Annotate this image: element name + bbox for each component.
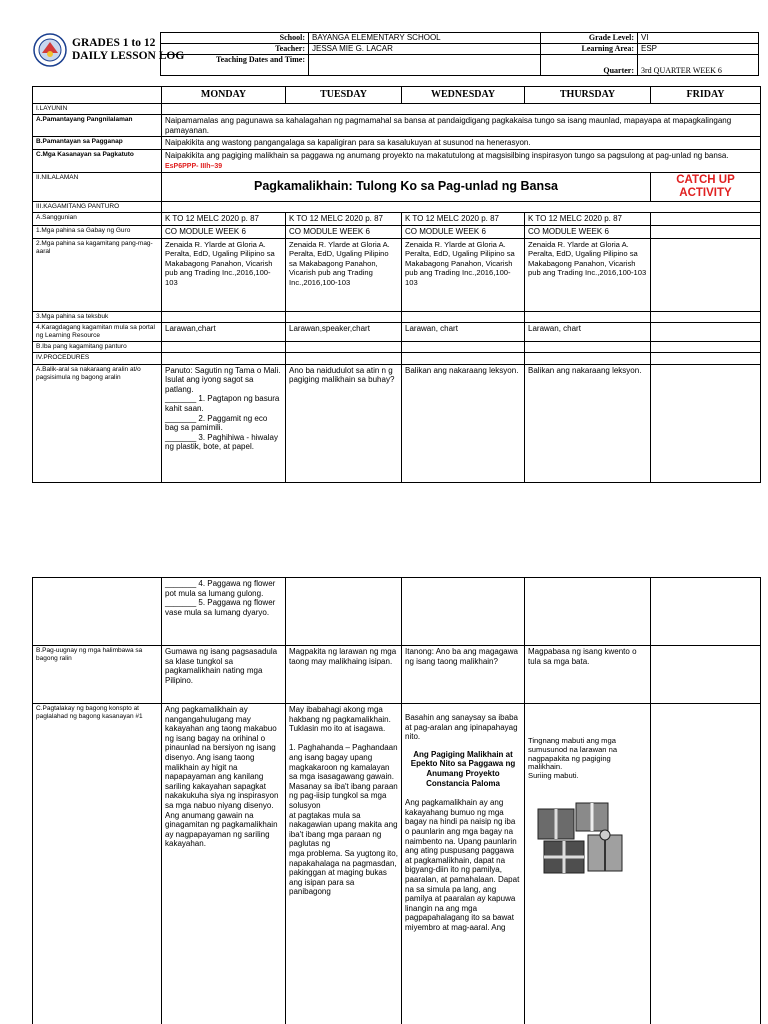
kagamitan-thu: Larawan, chart bbox=[525, 322, 651, 341]
balik-aral-mon: Panuto: Sagutin ng Tama o Mali. Isulat ang iyong sagot sa patlang. _______ 1. Pagtapon ng basura kahit saan. _______ 2. Paggamit ng eco bag sa pamimili. _______ 3. Paghihiwa - hiwalay ng plastik, bote, at papel. bbox=[162, 364, 286, 482]
melc-wed: K TO 12 MELC 2020 p. 87 bbox=[402, 213, 525, 226]
deped-seal-icon bbox=[33, 33, 67, 67]
pag-uugnay-wed: Itanong: Ano ba ang magagawa ng isang taong malikhain? bbox=[402, 646, 525, 704]
learning-area-value: ESP bbox=[638, 44, 759, 55]
header-info-table bbox=[160, 32, 759, 76]
module-thu: CO MODULE WEEK 6 bbox=[525, 225, 651, 238]
lesson-theme: Pagkamalikhain: Tulong Ko sa Pag-unlad ng Bansa bbox=[162, 173, 651, 202]
balik-aral-wed: Balikan ang nakaraang leksyon. bbox=[402, 364, 525, 482]
quarter-label: Quarter: bbox=[541, 55, 638, 76]
grade-level-value: VI bbox=[638, 33, 759, 44]
lesson-table-continued bbox=[32, 577, 761, 1024]
pag-uugnay-thu: Magpabasa ng isang kwento o tula sa mga bata. bbox=[525, 646, 651, 704]
karagdagang-kagamitan-label: 4.Karagdagang kagamitan mula sa portal ng Learning Resource bbox=[33, 322, 162, 341]
pag-uugnay-label: B.Pag-uugnay ng mga halimbawa sa bagong ralin bbox=[33, 646, 162, 704]
catch-up-activity: CATCH UP ACTIVITY bbox=[651, 173, 761, 202]
kasanayan-code: EsP6PPP- IIIh–39 bbox=[165, 162, 223, 170]
school-label: School: bbox=[161, 33, 309, 44]
teaching-dates-value bbox=[309, 55, 541, 76]
sanggunian-label: A.Sanggunian bbox=[33, 213, 162, 226]
layunin-label: I.LAYUNIN bbox=[33, 104, 162, 115]
pagtalakay-wed bbox=[402, 704, 525, 1024]
kasanayan-cell bbox=[162, 149, 761, 172]
teksbuk-label: 3.Mga pahina sa teksbuk bbox=[33, 311, 162, 322]
ref-wed: Zenaida R. Ylarde at Gloria A. Peralta, EdD, Ugaling Pilipino sa Makabagong Panahon, Vicarish pub ang Trading Inc.,2016,100-103 bbox=[402, 238, 525, 311]
essay-title: Ang Pagiging Malikhain at Epekto Nito sa Paggawa ng Anumang Proyekto Constancia Paloma bbox=[410, 749, 516, 788]
lesson-log-page-2 bbox=[0, 577, 768, 1024]
pagtalakay-label: C.Pagtalakay ng bagong konspto at paglalahad ng bagong kasanayan #1 bbox=[33, 704, 162, 1024]
ref-tue: Zenaida R. Ylarde at Gloria A. Peralta, EdD, Ugaling Pilipino sa Makabagong Panahon, Vicarish pub ang Trading Inc.,2016,100-103 bbox=[286, 238, 402, 311]
teacher-value: JESSA MIE G. LACAR bbox=[309, 44, 541, 55]
kasanayan-label: C.Mga Kasanayan sa Pagkatuto bbox=[33, 149, 162, 172]
day-friday: FRIDAY bbox=[651, 87, 761, 104]
pamantayang-pangnilalaman-text: Naipamamalas ang pagunawa sa kahalagahan ng pagmamahal sa bansa at pandaigdigang pagkakaisa tungo sa isang maunlad, mapayapa at mapagkalingang pamayanan. bbox=[162, 115, 761, 137]
day-wednesday: WEDNESDAY bbox=[402, 87, 525, 104]
pagtalakay-tue: May ibabahagi akong mga hakbang ng pagkamalikhain. Tuklasin mo ito at isagawa. 1. Paghahanda – Paghandaan ang isang bagay upang magkakaroon ng kamalayan sa mga isasagawang gawain. Masanay sa iba't ibang paraan ng pag-iisip tungkol sa mga solusyon at pagtakas mula sa nakagawian upang makita ang iba't ibang mga paraan ng paglutas ng mga problema. Sa yugtong ito, napakahalaga na pagmasdan, pakinggan at maging bukas ang isipan para sa panibagong bbox=[286, 704, 402, 1024]
kasanayan-text: Naipakikita ang pagiging malikhain sa paggawa ng anumang proyekto na makatutulong at magsisilbing inspirasyon tungo sa pagsulong at pag-unlad ng bansa. bbox=[165, 150, 729, 160]
learning-area-label: Learning Area: bbox=[541, 44, 638, 55]
pagtalakay-thu-text: Tingnang mabuti ang mga sumusunod na larawan na nagpapakita ng pagiging malikhain. Suriing mabuti. bbox=[528, 736, 618, 781]
procedures-label: IV.PROCEDURES bbox=[33, 353, 162, 364]
essay-body: Ang pagkamalikhain ay ang kakayahang bumuo ng mga bagay na hindi pa naisip ng iba o paunlarin ang mga bagay na naimbento na. Upang paunlarin ang ating puspusang paggawa at pagkamalikhain, dapat na bigyang-diin ito ng pamilya, paaralan, at pamahalaan. Dapat na sa simula pa lang, ang pamilya at paaralan ay kapuwa linangin na ang mga pagpapahalagang ito sa bawat miyembro at mag-aaral. Ang bbox=[405, 798, 520, 932]
gift-boxes-image bbox=[530, 789, 630, 889]
teacher-label: Teacher: bbox=[161, 44, 309, 55]
kagamitang-panturo-label: III.KAGAMITANG PANTURO bbox=[33, 202, 162, 213]
teaching-dates-label: Teaching Dates and Time: bbox=[161, 55, 309, 76]
grade-level-label: Grade Level: bbox=[541, 33, 638, 44]
day-monday: MONDAY bbox=[162, 87, 286, 104]
pamantayang-pangnilalaman-label: A.Pamantayang Pangnilalaman bbox=[33, 115, 162, 137]
school-value: BAYANGA ELEMENTARY SCHOOL bbox=[309, 33, 541, 44]
module-mon: CO MODULE WEEK 6 bbox=[162, 225, 286, 238]
nilalaman-label: II.NILALAMAN bbox=[33, 173, 162, 202]
day-thursday: THURSDAY bbox=[525, 87, 651, 104]
lesson-table bbox=[32, 86, 761, 483]
iba-pang-kagamitan-label: B.Iba pang kagamitang panturo bbox=[33, 342, 162, 353]
pag-uugnay-mon: Gumawa ng isang pagsasadula sa klase tungkol sa pagkamalikhain nating mga Pilipino. bbox=[162, 646, 286, 704]
day-header-row bbox=[33, 87, 761, 104]
pamantayan-sa-pagganap-label: B.Pamantayan sa Pagganap bbox=[33, 137, 162, 150]
pagtalakay-thu bbox=[525, 704, 651, 1024]
melc-tue: K TO 12 MELC 2020 p. 87 bbox=[286, 213, 402, 226]
ref-mon: Zenaida R. Ylarde at Gloria A. Peralta, EdD, Ugaling Pilipino sa Makabagong Panahon, Vicarish pub ang Trading Inc.,2016,100-103 bbox=[162, 238, 286, 311]
pag-uugnay-tue: Magpakita ng larawan ng mga taong may malikhaing isipan. bbox=[286, 646, 402, 704]
pagtalakay-mon: Ang pagkamalikhain ay nangangahulugang may kakayahan ang taong makabuo ng isang bagay na orihinal o pinaunlad na bersiyon ng isang disenyo. Ang isang taong malikhain ay higit na napapayaman ang kanilang sariling kakayahan sapagkat nakakukuha siya ng inspirasyon sa mga nabuo niyang disenyo. Ang anumang gawain na ginagamitan ng pagkamalikhain ay nagpapayaman ng sariling kakayahan. bbox=[162, 704, 286, 1024]
balik-aral-tue: Ano ba naidudulot sa atin n g pagiging malikhain sa buhay? bbox=[286, 364, 402, 482]
quarter-value: 3rd QUARTER WEEK 6 bbox=[638, 55, 759, 76]
kagamitan-tue: Larawan,speaker,chart bbox=[286, 322, 402, 341]
header-title: GRADES 1 to 12 DAILY LESSON LOG bbox=[72, 37, 185, 62]
ref-thu: Zenaida R. Ylarde at Gloria A. Peralta, EdD, Ugaling Pilipino sa Makabagong Panahon, Vicarish pub ang Trading Inc.,2016,100-103 bbox=[525, 238, 651, 311]
gabay-guro-label: 1.Mga pahina sa Gabay ng Guro bbox=[33, 225, 162, 238]
module-wed: CO MODULE WEEK 6 bbox=[402, 225, 525, 238]
kagamitan-mon: Larawan,chart bbox=[162, 322, 286, 341]
melc-mon: K TO 12 MELC 2020 p. 87 bbox=[162, 213, 286, 226]
day-tuesday: TUESDAY bbox=[286, 87, 402, 104]
balik-aral-mon-continued: _______ 4. Paggawa ng flower pot mula sa lumang gulong. _______ 5. Paggawa ng flower vase mula sa lumang dyaryo. bbox=[162, 578, 286, 646]
pamantayan-sa-pagganap-text: Naipakikita ang wastong pangangalaga sa kapaligiran para sa kasalukuyan at susunod na henerasyon. bbox=[162, 137, 761, 150]
melc-thu: K TO 12 MELC 2020 p. 87 bbox=[525, 213, 651, 226]
module-tue: CO MODULE WEEK 6 bbox=[286, 225, 402, 238]
kagamitang-mag-aaral-label: 2.Mga pahina sa kagamitang pang-mag-aaral bbox=[33, 238, 162, 311]
kagamitan-wed: Larawan, chart bbox=[402, 322, 525, 341]
pagtalakay-wed-intro: Basahin ang sanaysay sa ibaba at pag-aralan ang ipinapahayag nito. bbox=[405, 713, 518, 742]
balik-aral-label: A.Balik-aral sa nakaraang aralin at/o pagsisimula ng bagong aralin bbox=[33, 364, 162, 482]
balik-aral-thu: Balikan ang nakaraang leksyon. bbox=[525, 364, 651, 482]
